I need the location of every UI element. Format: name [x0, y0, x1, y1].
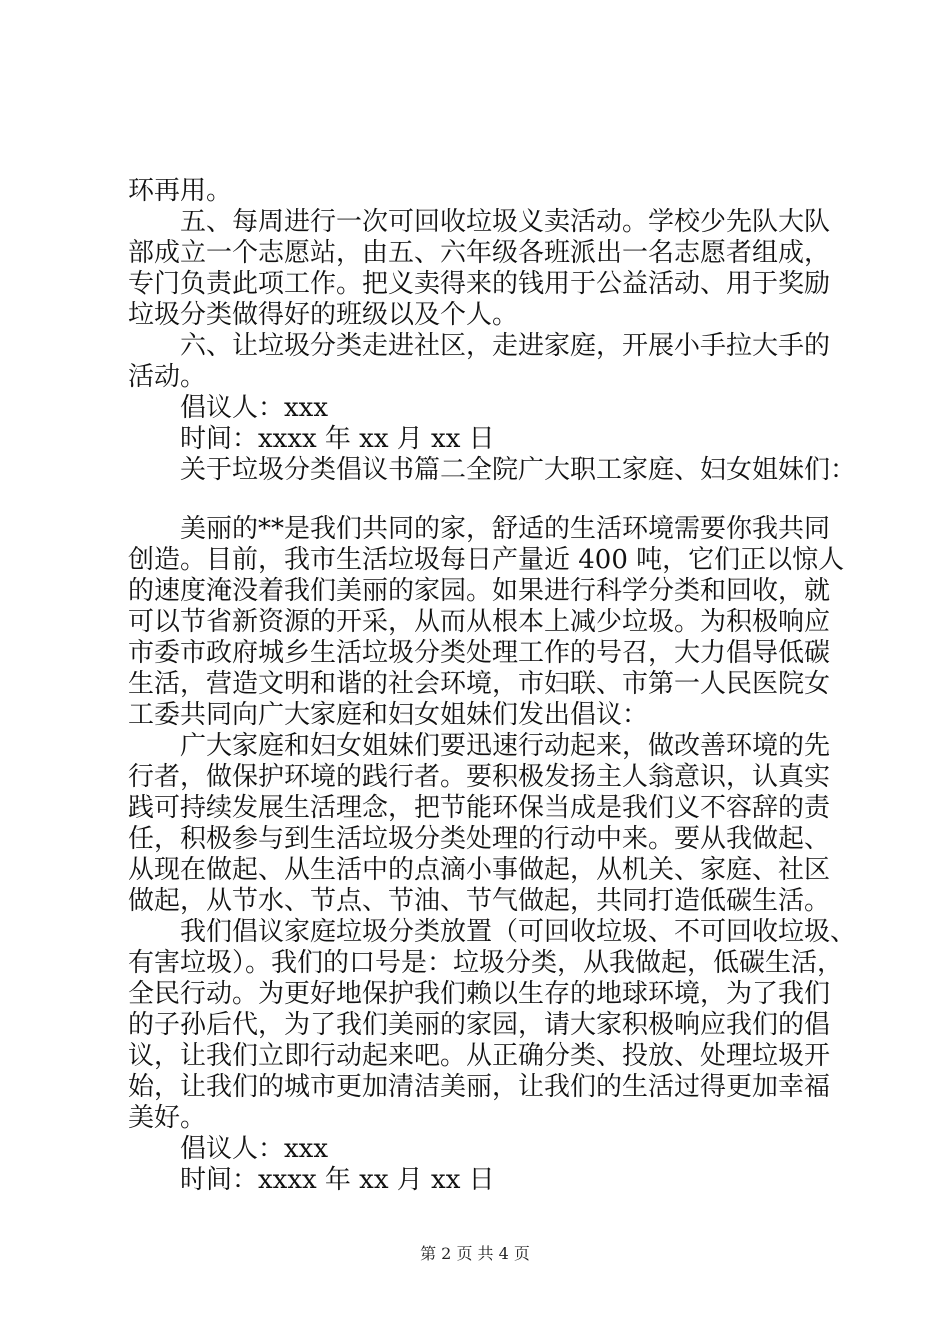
paragraph-five-line: 五、每周进行一次可回收垃圾义卖活动。学校少先队大队	[180, 207, 831, 237]
text-line: 部成立一个志愿站，由五、六年级各班派出一名志愿者组成，	[128, 238, 831, 268]
text-line: 创造。目前，我市生活垃圾每日产量近 400 吨，它们正以惊人	[128, 545, 845, 575]
paragraph-line: 美丽的**是我们共同的家，舒适的生活环境需要你我共同	[180, 514, 831, 544]
text-line: 活动。	[128, 362, 207, 392]
paragraph-line: 我们倡议家庭垃圾分类放置（可回收垃圾、不可回收垃圾、	[180, 917, 857, 947]
text-line: 专门负责此项工作。把义卖得来的钱用于公益活动、用于奖励	[128, 269, 831, 299]
paragraph-line: 广大家庭和妇女姐妹们要迅速行动起来，做改善环境的先	[180, 731, 831, 761]
proposer-signature: 倡议人：xxx	[180, 1134, 328, 1164]
paragraph-six-line: 六、让垃圾分类走进社区，走进家庭，开展小手拉大手的	[180, 331, 831, 361]
text-line: 美好。	[128, 1103, 207, 1133]
page-number-footer: 第 2 页 共 4 页	[420, 1244, 530, 1263]
text-line: 做起，从节水、节点、节油、节气做起，共同打造低碳生活。	[128, 886, 831, 916]
date-line: 时间：xxxx 年 xx 月 xx 日	[180, 1165, 495, 1195]
text-line: 的速度淹没着我们美丽的家园。如果进行科学分类和回收，就	[128, 576, 831, 606]
text-line: 议，让我们立即行动起来吧。从正确分类、投放、处理垃圾开	[128, 1041, 831, 1071]
text-line: 的子孙后代，为了我们美丽的家园，请大家积极响应我们的倡	[128, 1010, 831, 1040]
text-line: 工委共同向广大家庭和妇女姐妹们发出倡议：	[128, 700, 649, 730]
text-line: 践可持续发展生活理念，把节能环保当成是我们义不容辞的责	[128, 793, 831, 823]
text-line: 有害垃圾）。我们的口号是：垃圾分类，从我做起，低碳生活，	[128, 948, 844, 978]
text-line: 垃圾分类做得好的班级以及个人。	[128, 300, 519, 330]
text-line: 可以节省新资源的开采，从而从根本上减少垃圾。为积极响应	[128, 607, 831, 637]
date-line: 时间：xxxx 年 xx 月 xx 日	[180, 424, 495, 454]
text-line: 始，让我们的城市更加清洁美丽，让我们的生活过得更加幸福	[128, 1072, 831, 1102]
section-heading: 关于垃圾分类倡议书篇二全院广大职工家庭、妇女姐妹们：	[180, 455, 857, 485]
text-line: 从现在做起、从生活中的点滴小事做起，从机关、家庭、社区	[128, 855, 831, 885]
text-line: 环再用。	[128, 176, 233, 206]
text-line: 任，积极参与到生活垃圾分类处理的行动中来。要从我做起、	[128, 824, 831, 854]
text-line: 行者，做保护环境的践行者。要积极发扬主人翁意识，认真实	[128, 762, 831, 792]
text-line: 全民行动。为更好地保护我们赖以生存的地球环境，为了我们	[128, 979, 831, 1009]
proposer-signature: 倡议人：xxx	[180, 393, 328, 423]
text-line: 生活，营造文明和谐的社会环境，市妇联、市第一人民医院女	[128, 669, 831, 699]
text-line: 市委市政府城乡生活垃圾分类处理工作的号召，大力倡导低碳	[128, 638, 831, 668]
